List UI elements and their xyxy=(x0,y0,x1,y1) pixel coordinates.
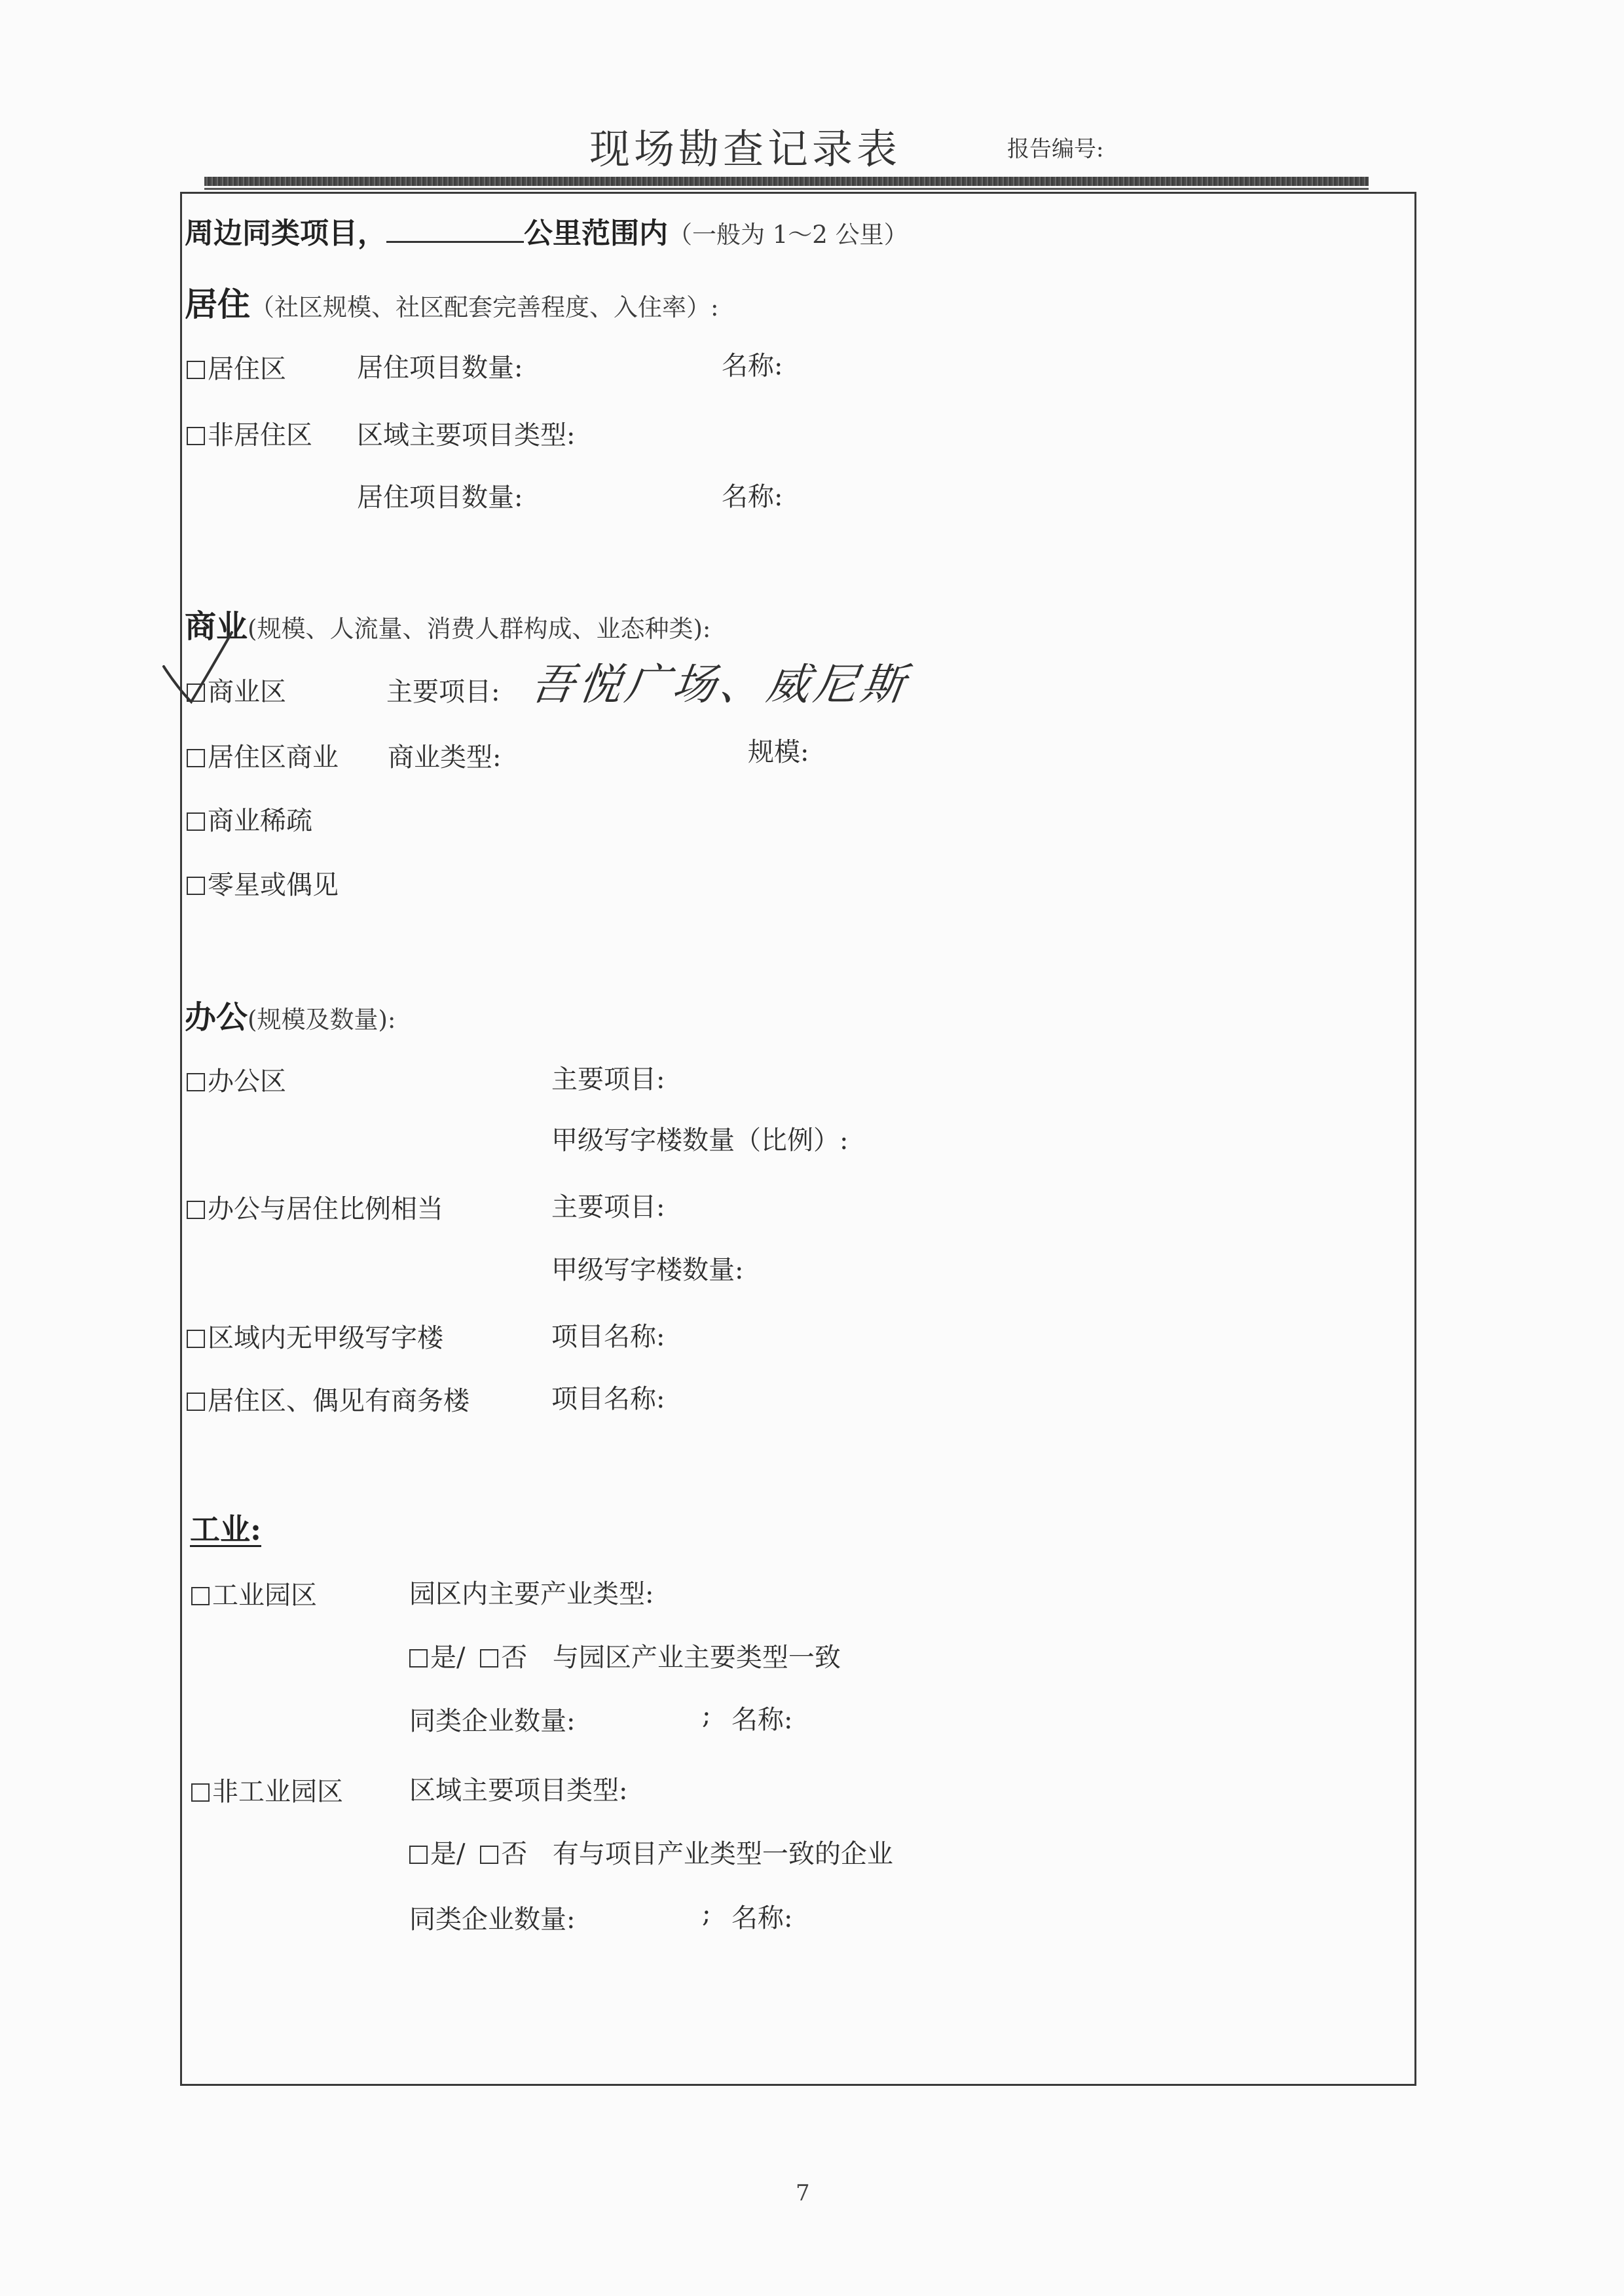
non-industrial-name-label: 名称: xyxy=(731,1903,793,1933)
office-heading: 办公 xyxy=(185,999,248,1036)
residential-option-2 xyxy=(187,414,312,452)
commercial-heading-line xyxy=(185,601,710,646)
office-balance-grade-a-label: 甲级写字楼数量: xyxy=(551,1255,744,1285)
industrial-park-count-label: 同类企业数量: xyxy=(409,1706,576,1736)
office-option-3 xyxy=(187,1317,443,1355)
report-number-label: 报告编号: xyxy=(1007,136,1104,162)
office-main-label: 主要项目: xyxy=(551,1065,665,1095)
residential-heading-line xyxy=(185,278,718,325)
no-grade-a-project-name-label: 项目名称: xyxy=(551,1322,665,1352)
page-title: 现场勘查记录表 xyxy=(589,125,902,173)
non-residential-name-label: 名称: xyxy=(722,482,783,512)
commercial-criteria: (规模、人流量、消费人群构成、业态种类): xyxy=(248,615,711,643)
commercial-main-label: 主要项目: xyxy=(386,677,500,707)
office-grade-a-ratio-label: 甲级写字楼数量（比例）: xyxy=(551,1125,849,1156)
range-prefix: 周边同类项目， xyxy=(185,217,386,250)
commercial-option-4 xyxy=(187,864,339,902)
commercial-type-label: 商业类型: xyxy=(388,742,502,773)
industrial-park-separator: ; xyxy=(702,1700,711,1730)
scattered-commercial-label: 零星或偶见 xyxy=(208,870,339,900)
range-km-blank[interactable] xyxy=(386,234,524,243)
commercial-option-1 xyxy=(187,671,286,708)
handwritten-main-projects: 吾悦广场、威尼斯 xyxy=(527,659,912,710)
non-industrial-type-label: 区域主要项目类型: xyxy=(409,1776,628,1806)
commercial-scale-label: 规模: xyxy=(748,737,809,767)
header-rule xyxy=(204,177,1369,186)
commercial-heading: 商业 xyxy=(185,608,248,645)
commercial-area-checkbox[interactable] xyxy=(187,683,205,702)
industrial-park-consistency xyxy=(409,1637,841,1674)
residential-area-label: 居住区 xyxy=(208,354,286,384)
office-option-4 xyxy=(187,1380,470,1417)
non-industrial-consistency xyxy=(409,1833,893,1870)
header-rule-thin xyxy=(204,188,1369,190)
sparse-commercial-checkbox[interactable] xyxy=(187,812,205,831)
range-suffix: 公里范围内 xyxy=(524,217,668,250)
industrial-heading: 工业: xyxy=(190,1512,261,1547)
office-area-label: 办公区 xyxy=(208,1066,286,1097)
range-note: （一般为 1～2 公里） xyxy=(668,221,908,249)
range-line xyxy=(185,210,908,251)
non-industrial-no-checkbox[interactable] xyxy=(480,1846,498,1864)
office-residential-balance-label: 办公与居住比例相当 xyxy=(208,1194,443,1224)
residential-option-1 xyxy=(187,348,286,386)
scattered-commercial-checkbox[interactable] xyxy=(187,877,205,895)
sparse-commercial-label: 商业稀疏 xyxy=(208,806,312,836)
residential-commercial-label: 居住区商业 xyxy=(208,742,339,773)
industrial-park-no-checkbox[interactable] xyxy=(480,1649,498,1667)
non-residential-count-label: 居住项目数量: xyxy=(357,483,523,513)
no-grade-a-office-checkbox[interactable] xyxy=(187,1330,205,1348)
non-residential-type-label: 区域主要项目类型: xyxy=(357,420,576,450)
non-industrial-separator: ; xyxy=(702,1899,711,1929)
commercial-option-3 xyxy=(187,800,312,837)
non-industrial-yes-checkbox[interactable] xyxy=(409,1846,428,1864)
page-number: 7 xyxy=(796,2180,810,2206)
office-heading-line xyxy=(185,992,396,1037)
residential-count-label: 居住项目数量: xyxy=(357,353,523,383)
industrial-park-type-label: 园区内主要产业类型: xyxy=(409,1579,654,1609)
industrial-park-no-label: 否 xyxy=(501,1643,528,1673)
non-industrial-park-label: 非工业园区 xyxy=(212,1777,343,1807)
non-industrial-park-checkbox[interactable] xyxy=(191,1783,210,1802)
non-industrial-yes-label: 是/ xyxy=(430,1839,466,1869)
non-residential-label: 非居住区 xyxy=(208,420,312,450)
office-criteria: (规模及数量): xyxy=(248,1006,396,1034)
industrial-park-yes-checkbox[interactable] xyxy=(409,1649,428,1667)
non-industrial-no-label: 否 xyxy=(501,1839,528,1869)
office-option-1 xyxy=(187,1061,286,1098)
non-industrial-consistency-label: 有与项目产业类型一致的企业 xyxy=(552,1839,893,1869)
industrial-option-2 xyxy=(191,1771,343,1808)
industrial-option-1 xyxy=(191,1575,317,1612)
office-area-checkbox[interactable] xyxy=(187,1073,205,1091)
residential-area-checkbox[interactable] xyxy=(187,361,205,379)
occasional-business-building-checkbox[interactable] xyxy=(187,1393,205,1411)
office-balance-main-label: 主要项目: xyxy=(551,1192,665,1222)
non-residential-checkbox[interactable] xyxy=(187,427,205,445)
office-option-2 xyxy=(187,1188,443,1226)
occasional-business-building-label: 居住区、偶见有商务楼 xyxy=(208,1386,470,1416)
industrial-park-yes-label: 是/ xyxy=(430,1643,466,1673)
residential-heading: 居住 xyxy=(185,285,250,323)
residential-name-label: 名称: xyxy=(722,351,783,381)
occasional-business-project-name-label: 项目名称: xyxy=(551,1384,665,1414)
industrial-park-name-label: 名称: xyxy=(731,1705,793,1735)
non-industrial-count-label: 同类企业数量: xyxy=(409,1904,576,1935)
office-residential-balance-checkbox[interactable] xyxy=(187,1201,205,1219)
commercial-option-2 xyxy=(187,737,339,774)
residential-commercial-checkbox[interactable] xyxy=(187,749,205,767)
residential-criteria: （社区规模、社区配套完善程度、入住率）: xyxy=(250,293,719,321)
industrial-park-label: 工业园区 xyxy=(212,1580,317,1611)
commercial-area-label: 商业区 xyxy=(208,677,286,707)
industrial-park-consistency-label: 与园区产业主要类型一致 xyxy=(552,1643,841,1673)
industrial-park-checkbox[interactable] xyxy=(191,1587,210,1605)
no-grade-a-office-label: 区域内无甲级写字楼 xyxy=(208,1323,443,1353)
